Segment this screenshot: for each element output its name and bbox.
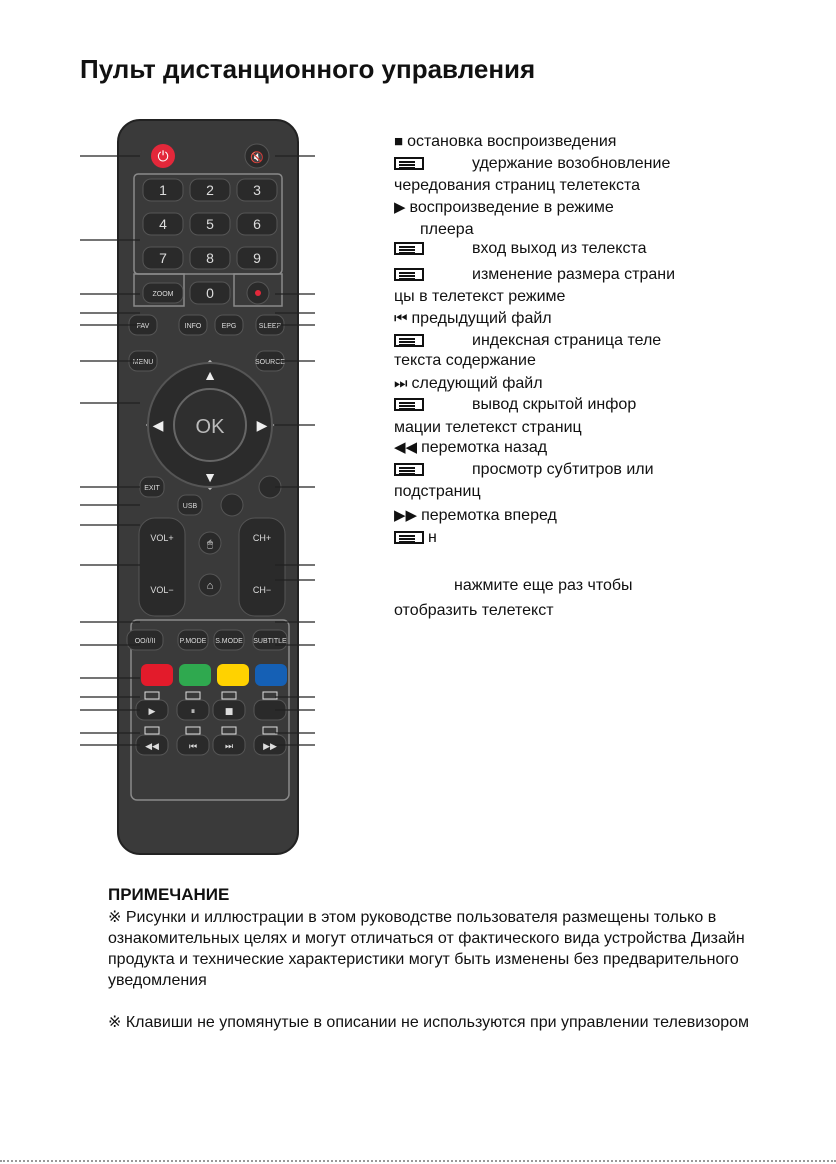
prev-key-icon: ⏮ bbox=[188, 742, 198, 752]
legend-text: вывод скрытой инфор bbox=[472, 396, 637, 413]
color-key-1[interactable] bbox=[141, 664, 173, 686]
svg-text:VOL+: VOL+ bbox=[150, 533, 174, 543]
svg-text:CH+: CH+ bbox=[252, 533, 272, 543]
arrow-right-icon: ▶ bbox=[256, 417, 268, 433]
note-paragraph-1: ※ Рисунки и иллюстрации в этом руководстве пользователя размещены только в ознакомительных целях и могут отличаться от фактического вида устройства Дизайн продукта и технические характеристики могут быть изменены без предварительного уведомления bbox=[108, 909, 745, 989]
epg-label: EPG bbox=[221, 323, 237, 330]
zoom-label: ZOOM bbox=[152, 291, 174, 298]
legend-line bbox=[394, 576, 633, 596]
legend-line bbox=[394, 528, 437, 548]
digit-label: 6 bbox=[253, 216, 261, 232]
prev-icon: ⏮ bbox=[394, 310, 408, 327]
legend-line bbox=[394, 220, 474, 240]
digit-label: 0 bbox=[206, 285, 214, 301]
legend-line bbox=[394, 331, 661, 351]
arrow-down-icon: ▼ bbox=[203, 469, 217, 485]
color-key-3[interactable] bbox=[217, 664, 249, 686]
note-title: ПРИМЕЧАНИЕ bbox=[108, 885, 230, 904]
legend-text: чередования страниц телетекста bbox=[394, 177, 641, 194]
menu-label: MENU bbox=[132, 359, 154, 366]
color-key-2[interactable] bbox=[179, 664, 211, 686]
home-icon: ⌂ bbox=[206, 580, 214, 592]
legend-text: перемотка назад bbox=[421, 439, 548, 457]
page-title: Пульт дистанционного управления bbox=[80, 54, 536, 84]
digit-label: 5 bbox=[206, 216, 214, 232]
legend-line bbox=[394, 506, 557, 526]
teletext-icon bbox=[394, 242, 424, 255]
rew-key-icon: ◀◀ bbox=[145, 742, 159, 752]
teletext-icon bbox=[394, 398, 424, 411]
source-label: SOURCE bbox=[255, 359, 285, 366]
digit-label: 8 bbox=[206, 250, 214, 266]
legend-text: цы в телетекст режиме bbox=[394, 288, 566, 305]
pmode-label: P.MODE bbox=[179, 638, 207, 645]
digit-label: 2 bbox=[206, 182, 214, 198]
svg-text:CH−: CH− bbox=[252, 585, 272, 595]
record-icon bbox=[255, 290, 261, 296]
legend-text: нажмите еще раз чтобы bbox=[454, 577, 633, 594]
digit-label: 3 bbox=[253, 182, 261, 198]
legend-line bbox=[394, 438, 547, 458]
arrow-left-icon: ◀ bbox=[152, 417, 164, 433]
legend-line bbox=[394, 239, 647, 259]
next-key-icon: ⏭ bbox=[224, 742, 234, 752]
fav-label: FAV bbox=[136, 323, 150, 330]
subtitle-label: SUBTITLE bbox=[253, 638, 287, 645]
play-icon: ▶ bbox=[394, 199, 406, 216]
legend-text: подстраниц bbox=[394, 483, 481, 500]
legend-line bbox=[394, 460, 654, 480]
play-key-icon: ▶ bbox=[148, 707, 156, 717]
ff-icon: ▶▶ bbox=[394, 507, 418, 524]
sleep-label: SLEEP bbox=[258, 323, 282, 330]
legend-text: вход выход из телекста bbox=[472, 240, 647, 257]
legend-text: следующий файл bbox=[411, 375, 543, 393]
legend-line bbox=[394, 154, 670, 174]
teletext-icon bbox=[394, 268, 424, 281]
note bbox=[108, 884, 768, 1054]
legend-line bbox=[394, 482, 481, 502]
legend-line bbox=[394, 601, 554, 621]
audio-label: OO/I/II bbox=[134, 638, 156, 645]
legend-text: воспроизведение в режиме bbox=[409, 199, 614, 217]
page-divider bbox=[0, 1160, 836, 1162]
rew-icon: ◀◀ bbox=[394, 439, 418, 456]
digit-label: 1 bbox=[159, 182, 167, 198]
legend-text: просмотр субтитров или bbox=[472, 461, 654, 478]
square-icon: ■ bbox=[394, 133, 404, 150]
legend-line bbox=[394, 351, 536, 371]
usb-label: USB bbox=[182, 503, 198, 510]
svg-text:⏻: ⏻ bbox=[157, 149, 169, 165]
exit-label: EXIT bbox=[144, 485, 160, 492]
ok-label: OK bbox=[195, 416, 225, 438]
legend-text: перемотка вперед bbox=[421, 507, 557, 525]
ff-key-icon: ▶▶ bbox=[263, 742, 277, 752]
smode-label: S.MODE bbox=[215, 638, 243, 645]
legend-line bbox=[394, 132, 616, 152]
legend-line bbox=[394, 395, 636, 415]
legend-line bbox=[394, 265, 675, 285]
legend-text: н bbox=[428, 529, 437, 546]
arrow-up-icon: ▲ bbox=[203, 367, 217, 383]
mouse-icon: 🖱 bbox=[207, 539, 213, 550]
legend-text: предыдущий файл bbox=[411, 310, 552, 328]
round-key bbox=[221, 494, 243, 516]
pause-key-icon: ⏸ bbox=[190, 707, 196, 717]
teletext-icon bbox=[394, 531, 424, 544]
legend-line bbox=[394, 374, 543, 394]
legend-line bbox=[394, 287, 565, 307]
teletext-icon bbox=[394, 157, 424, 170]
color-key-4[interactable] bbox=[255, 664, 287, 686]
teletext-icon bbox=[394, 463, 424, 476]
legend-text: удержание возобновление bbox=[472, 155, 671, 172]
legend-text: остановка воспроизведения bbox=[407, 133, 617, 151]
svg-text:VOL−: VOL− bbox=[150, 585, 174, 595]
legend-line bbox=[394, 176, 640, 196]
note-paragraph-2: ※ Клавиши не упомянутые в описании не используются при управлении телевизором bbox=[108, 1014, 750, 1031]
digit-label: 7 bbox=[159, 250, 167, 266]
stop-key-icon: ■ bbox=[224, 707, 234, 717]
legend-text: изменение размера страни bbox=[472, 266, 676, 283]
next-icon: ⏭ bbox=[394, 375, 408, 392]
digit-label: 9 bbox=[253, 250, 261, 266]
legend-text: плеера bbox=[420, 221, 474, 238]
info-label: INFO bbox=[184, 323, 202, 330]
legend-text: мации телетекст страниц bbox=[394, 419, 582, 436]
teletext-icon bbox=[394, 334, 424, 347]
legend-text: отобразить телетекст bbox=[394, 602, 554, 619]
digit-label: 4 bbox=[159, 216, 167, 232]
legend-line bbox=[394, 418, 582, 438]
legend-line bbox=[394, 198, 614, 218]
legend-line bbox=[394, 309, 552, 329]
legend-text: индексная страница теле bbox=[472, 332, 662, 349]
mute-icon: 🔇 bbox=[250, 151, 264, 164]
legend-text: текста содержание bbox=[394, 352, 536, 369]
